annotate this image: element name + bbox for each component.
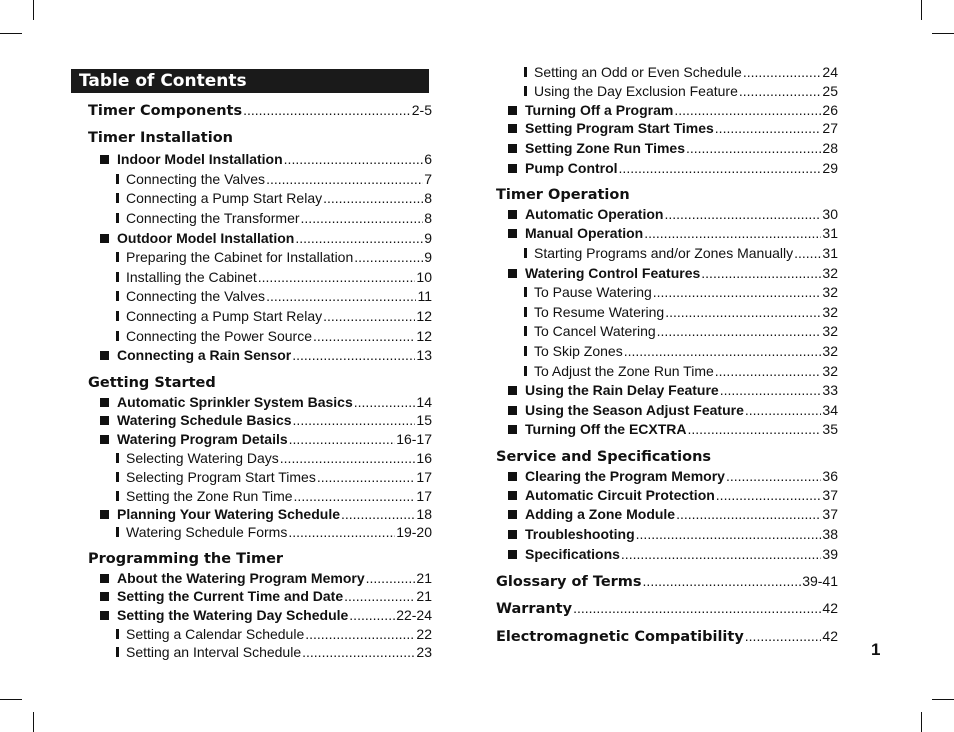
dot-leader — [674, 101, 821, 120]
toc-entry-label: Warranty — [496, 601, 573, 617]
toc-entry-page: 13 — [416, 347, 432, 363]
toc-entry[interactable] — [496, 401, 838, 420]
square-bullet-icon — [100, 416, 109, 425]
dot-leader — [715, 119, 822, 138]
dot-leader — [701, 264, 821, 283]
toc-entry-page: 32 — [822, 304, 838, 320]
page-number: 1 — [871, 640, 881, 659]
dot-leader — [636, 525, 822, 544]
toc-entry-label: Connecting a Pump Start Relay — [126, 308, 323, 324]
square-bullet-icon — [508, 491, 517, 500]
bar-bullet-icon — [116, 174, 119, 184]
dot-leader — [664, 205, 821, 224]
dot-leader — [726, 467, 821, 486]
toc-entry-label: Setting the Watering Day Schedule — [117, 607, 349, 623]
dot-leader — [284, 150, 424, 169]
dot-leader — [323, 307, 415, 326]
dot-leader — [573, 599, 821, 618]
toc-entry[interactable] — [88, 523, 432, 542]
toc-entry[interactable] — [88, 101, 432, 120]
toc-entry-page: 10 — [416, 269, 432, 285]
toc-entry-label: Manual Operation — [525, 225, 644, 241]
toc-entry[interactable] — [88, 449, 432, 468]
dot-leader — [354, 393, 416, 412]
toc-entry[interactable] — [88, 393, 432, 412]
toc-entry[interactable] — [88, 307, 432, 326]
toc-entry-page: 18 — [416, 506, 432, 522]
toc-entry-label: Timer Operation — [496, 187, 630, 203]
bar-bullet-icon — [116, 311, 119, 321]
toc-entry[interactable] — [496, 139, 838, 158]
toc-entry-page: 22-24 — [396, 607, 432, 623]
toc-entry-page: 34 — [822, 402, 838, 418]
toc-entry[interactable] — [496, 627, 838, 646]
toc-entry-label: Indoor Model Installation — [117, 151, 283, 167]
dot-leader — [676, 505, 821, 524]
toc-entry-label: Installing the Cabinet — [126, 269, 257, 285]
toc-entry-page: 16 — [416, 450, 432, 466]
square-bullet-icon — [508, 386, 517, 395]
toc-entry[interactable] — [88, 346, 432, 365]
toc-entry-page: 8 — [424, 190, 432, 206]
dot-leader — [341, 505, 415, 524]
toc-entry-label: To Pause Watering — [534, 284, 652, 300]
dot-leader — [688, 420, 822, 439]
toc-entry[interactable] — [496, 101, 838, 120]
toc-heading: Table of Contents — [71, 69, 429, 93]
toc-entry-label: Timer Components — [88, 103, 243, 119]
toc-entry[interactable] — [88, 468, 432, 487]
toc-entry-label: Connecting the Power Source — [126, 328, 312, 344]
toc-entry-page: 19-20 — [396, 524, 432, 540]
toc-entry-page: 32 — [822, 323, 838, 339]
toc-entry[interactable] — [88, 327, 432, 346]
toc-entry[interactable] — [496, 119, 838, 138]
toc-entry-page: 32 — [822, 265, 838, 281]
toc-entry-page: 32 — [822, 363, 838, 379]
toc-entry-page: 42 — [822, 600, 838, 616]
bar-bullet-icon — [116, 453, 119, 463]
toc-entry-label: Clearing the Program Memory — [525, 468, 725, 484]
square-bullet-icon — [100, 592, 109, 601]
bar-bullet-icon — [116, 291, 119, 301]
toc-entry-label: Specifications — [525, 546, 620, 562]
toc-entry-page: 22 — [416, 626, 432, 642]
bar-bullet-icon — [524, 248, 527, 258]
toc-entry[interactable] — [88, 505, 432, 524]
toc-entry-label: Adding a Zone Module — [525, 506, 676, 522]
toc-entry[interactable] — [496, 572, 838, 591]
dot-leader — [644, 224, 821, 243]
toc-entry[interactable] — [496, 467, 838, 486]
dot-leader — [745, 401, 822, 420]
toc-entry-label: Connecting the Valves — [126, 171, 266, 187]
dot-leader — [313, 327, 415, 346]
toc-entry[interactable] — [496, 322, 838, 341]
toc-entry-label: Setting a Calendar Schedule — [126, 626, 305, 642]
dot-leader — [302, 643, 415, 662]
square-bullet-icon — [508, 406, 517, 415]
crop-mark — [921, 0, 922, 20]
toc-entry-label: Pump Control — [525, 160, 618, 176]
square-bullet-icon — [508, 106, 517, 115]
bar-bullet-icon — [116, 629, 119, 639]
toc-entry-label: Setting Program Start Times — [525, 120, 714, 136]
square-bullet-icon — [100, 351, 109, 360]
toc-entry-page: 32 — [822, 284, 838, 300]
dot-leader — [720, 381, 822, 400]
toc-entry-page: 29 — [822, 160, 838, 176]
bar-bullet-icon — [524, 287, 527, 297]
bar-bullet-icon — [524, 86, 527, 96]
toc-entry-page: 42 — [822, 628, 838, 644]
toc-entry-page: 6 — [424, 151, 432, 167]
toc-entry[interactable] — [88, 287, 432, 306]
toc-entry-page: 28 — [822, 140, 838, 156]
dot-leader — [295, 229, 423, 248]
toc-entry-page: 8 — [424, 210, 432, 226]
toc-entry-label: Starting Programs and/or Zones Manually — [534, 245, 794, 261]
toc-entry-label: Selecting Watering Days — [126, 450, 279, 466]
square-bullet-icon — [508, 210, 517, 219]
dot-leader — [344, 587, 415, 606]
toc-entry-label: Connecting the Valves — [126, 288, 266, 304]
toc-entry-label: Troubleshooting — [525, 526, 635, 542]
toc-entry-label: Connecting a Pump Start Relay — [126, 190, 323, 206]
bar-bullet-icon — [116, 252, 119, 262]
bar-bullet-icon — [116, 213, 119, 223]
toc-entry-page: 23 — [416, 644, 432, 660]
toc-entry-page: 25 — [822, 83, 838, 99]
toc-entry-label: Setting an Odd or Even Schedule — [534, 64, 742, 80]
dot-leader — [657, 322, 822, 341]
square-bullet-icon — [508, 510, 517, 519]
dot-leader — [366, 569, 416, 588]
crop-mark — [0, 33, 22, 34]
square-bullet-icon — [508, 425, 517, 434]
toc-entry-page: 33 — [822, 382, 838, 398]
toc-entry-label: Timer Installation — [88, 130, 233, 146]
toc-entry-page: 15 — [416, 412, 432, 428]
bar-bullet-icon — [524, 67, 527, 77]
toc-entry[interactable] — [496, 244, 838, 263]
dot-leader — [323, 189, 423, 208]
toc-entry-label: Turning Off a Program — [525, 102, 674, 118]
toc-entry-label: Setting Zone Run Times — [525, 140, 685, 156]
toc-entry-label: Setting the Zone Run Time — [126, 488, 293, 504]
toc-entry-page: 12 — [416, 308, 432, 324]
toc-entry[interactable] — [496, 205, 838, 224]
toc-entry[interactable] — [88, 374, 432, 393]
bar-bullet-icon — [524, 346, 527, 356]
toc-entry-page: 36 — [822, 468, 838, 484]
toc-entry-label: Planning Your Watering Schedule — [117, 506, 340, 522]
toc-entry-page: 12 — [416, 328, 432, 344]
toc-entry[interactable] — [496, 545, 838, 564]
toc-entry[interactable] — [496, 505, 838, 524]
toc-entry-label: Automatic Operation — [525, 206, 664, 222]
dot-leader — [266, 287, 416, 306]
toc-entry-label: Programming the Timer — [88, 551, 284, 567]
toc-entry-label: Electromagnetic Compatibility — [496, 629, 744, 645]
toc-entry[interactable] — [496, 599, 838, 618]
dot-leader — [716, 486, 822, 505]
bar-bullet-icon — [116, 272, 119, 282]
toc-entry[interactable] — [496, 186, 838, 205]
toc-entry[interactable] — [496, 381, 838, 400]
bar-bullet-icon — [116, 491, 119, 501]
toc-entry[interactable] — [88, 189, 432, 208]
toc-entry[interactable] — [496, 63, 838, 82]
dot-leader — [619, 159, 822, 178]
toc-entry[interactable] — [88, 268, 432, 287]
dot-leader — [715, 362, 822, 381]
toc-entry-page: 9 — [424, 249, 432, 265]
toc-entry-label: Watering Program Details — [117, 431, 288, 447]
toc-entry-page: 17 — [416, 469, 432, 485]
toc-entry-page: 38 — [822, 526, 838, 542]
crop-mark — [33, 0, 34, 20]
dot-leader — [794, 244, 821, 263]
toc-entry-label: Automatic Circuit Protection — [525, 487, 715, 503]
toc-entry-label: Automatic Sprinkler System Basics — [117, 394, 353, 410]
bar-bullet-icon — [524, 366, 527, 376]
toc-entry-label: Connecting the Transformer — [126, 210, 300, 226]
toc-entry-label: Setting an Interval Schedule — [126, 644, 302, 660]
toc-entry-page: 14 — [416, 394, 432, 410]
crop-mark — [932, 33, 954, 34]
toc-entry-label: Watering Schedule Basics — [117, 412, 292, 428]
toc-entry-page: 39 — [822, 546, 838, 562]
toc-entry[interactable] — [496, 362, 838, 381]
toc-entry-page: 31 — [822, 225, 838, 241]
square-bullet-icon — [100, 398, 109, 407]
toc-entry-page: 16-17 — [396, 431, 432, 447]
toc-entry-page: 24 — [822, 64, 838, 80]
toc-entry-page: 37 — [822, 506, 838, 522]
toc-entry-label: Watering Control Features — [525, 265, 701, 281]
toc-entry-label: Turning Off the ECXTRA — [525, 421, 687, 437]
toc-entry-page: 21 — [416, 588, 432, 604]
square-bullet-icon — [100, 510, 109, 519]
toc-entry[interactable] — [496, 224, 838, 243]
toc-entry[interactable] — [88, 229, 432, 248]
toc-entry-label: Getting Started — [88, 375, 216, 391]
toc-entry-page: 9 — [424, 230, 432, 246]
toc-entry-page: 32 — [822, 343, 838, 359]
toc-entry[interactable] — [88, 411, 432, 430]
dot-leader — [301, 209, 424, 228]
square-bullet-icon — [508, 164, 517, 173]
toc-entry-page: 26 — [822, 102, 838, 118]
toc-entry[interactable] — [496, 159, 838, 178]
toc-entry[interactable] — [88, 150, 432, 169]
dot-leader — [280, 449, 416, 468]
dot-leader — [258, 268, 416, 287]
crop-mark — [33, 712, 34, 732]
dot-leader — [289, 430, 396, 449]
toc-entry-page: 37 — [822, 487, 838, 503]
toc-entry[interactable] — [496, 303, 838, 322]
dot-leader — [349, 606, 395, 625]
toc-entry-page: 39-41 — [802, 573, 838, 589]
toc-entry[interactable] — [88, 129, 432, 148]
toc-entry-page: 11 — [417, 288, 432, 304]
bar-bullet-icon — [116, 193, 119, 203]
dot-leader — [293, 411, 416, 430]
toc-entry[interactable] — [496, 264, 838, 283]
dot-leader — [305, 625, 415, 644]
toc-entry-label: Setting the Current Time and Date — [117, 588, 344, 604]
toc-entry-label: Using the Rain Delay Feature — [525, 382, 719, 398]
toc-entry[interactable] — [88, 643, 432, 662]
toc-entry-page: 7 — [424, 171, 432, 187]
toc-entry-label: Using the Season Adjust Feature — [525, 402, 744, 418]
toc-entry[interactable] — [88, 430, 432, 449]
bar-bullet-icon — [524, 307, 527, 317]
dot-leader — [739, 82, 822, 101]
toc-entry-label: To Skip Zones — [534, 343, 623, 359]
toc-entry-label: Outdoor Model Installation — [117, 230, 295, 246]
toc-entry[interactable] — [496, 486, 838, 505]
toc-entry-label: To Resume Watering — [534, 304, 665, 320]
dot-leader — [354, 248, 423, 267]
square-bullet-icon — [100, 435, 109, 444]
toc-entry-label: Selecting Program Start Times — [126, 469, 316, 485]
crop-mark — [0, 699, 22, 700]
toc-entry-label: To Cancel Watering — [534, 323, 656, 339]
toc-entry[interactable] — [496, 525, 838, 544]
bar-bullet-icon — [116, 527, 119, 537]
toc-entry[interactable] — [88, 248, 432, 267]
dot-leader — [665, 303, 821, 322]
square-bullet-icon — [508, 472, 517, 481]
bar-bullet-icon — [116, 647, 119, 657]
dot-leader — [294, 487, 416, 506]
toc-entry[interactable] — [88, 487, 432, 506]
square-bullet-icon — [508, 530, 517, 539]
square-bullet-icon — [508, 124, 517, 133]
square-bullet-icon — [508, 229, 517, 238]
square-bullet-icon — [100, 234, 109, 243]
square-bullet-icon — [100, 611, 109, 620]
toc-entry[interactable] — [88, 606, 432, 625]
crop-mark — [921, 712, 922, 732]
toc-entry[interactable] — [496, 342, 838, 361]
toc-entry[interactable] — [496, 82, 838, 101]
toc-entry[interactable] — [88, 209, 432, 228]
toc-entry[interactable] — [496, 448, 838, 467]
square-bullet-icon — [508, 550, 517, 559]
toc-entry[interactable] — [88, 625, 432, 644]
crop-mark — [932, 699, 954, 700]
dot-leader — [621, 545, 822, 564]
toc-entry-page: 2-5 — [411, 102, 432, 118]
dot-leader — [243, 101, 411, 120]
toc-entry-page: 17 — [416, 488, 432, 504]
square-bullet-icon — [508, 144, 517, 153]
dot-leader — [288, 523, 395, 542]
toc-entry-label: Glossary of Terms — [496, 574, 642, 590]
bar-bullet-icon — [116, 472, 119, 482]
dot-leader — [643, 572, 802, 591]
toc-entry-label: Preparing the Cabinet for Installation — [126, 249, 354, 265]
toc-entry[interactable] — [88, 550, 432, 569]
bar-bullet-icon — [116, 331, 119, 341]
toc-entry-label: About the Watering Program Memory — [117, 570, 365, 586]
toc-entry[interactable] — [88, 569, 432, 588]
toc-entry-label: Watering Schedule Forms — [126, 524, 288, 540]
dot-leader — [292, 346, 415, 365]
toc-entry[interactable] — [88, 587, 432, 606]
toc-entry[interactable] — [496, 420, 838, 439]
toc-entry-page: 27 — [822, 120, 838, 136]
square-bullet-icon — [508, 269, 517, 278]
dot-leader — [266, 170, 423, 189]
toc-entry-label: To Adjust the Zone Run Time — [534, 363, 714, 379]
toc-entry-page: 21 — [416, 570, 432, 586]
toc-entry-page: 35 — [822, 421, 838, 437]
dot-leader — [317, 468, 416, 487]
toc-entry-label: Connecting a Rain Sensor — [117, 347, 292, 363]
dot-leader — [624, 342, 822, 361]
toc-entry[interactable] — [496, 283, 838, 302]
square-bullet-icon — [100, 155, 109, 164]
toc-entry-page: 31 — [822, 245, 838, 261]
bar-bullet-icon — [524, 326, 527, 336]
toc-entry-page: 30 — [822, 206, 838, 222]
dot-leader — [686, 139, 821, 158]
dot-leader — [743, 63, 822, 82]
toc-entry-label: Service and Specifications — [496, 449, 712, 465]
toc-entry-label: Using the Day Exclusion Feature — [534, 83, 738, 99]
square-bullet-icon — [100, 574, 109, 583]
toc-entry[interactable] — [88, 170, 432, 189]
dot-leader — [653, 283, 822, 302]
dot-leader — [745, 627, 822, 646]
